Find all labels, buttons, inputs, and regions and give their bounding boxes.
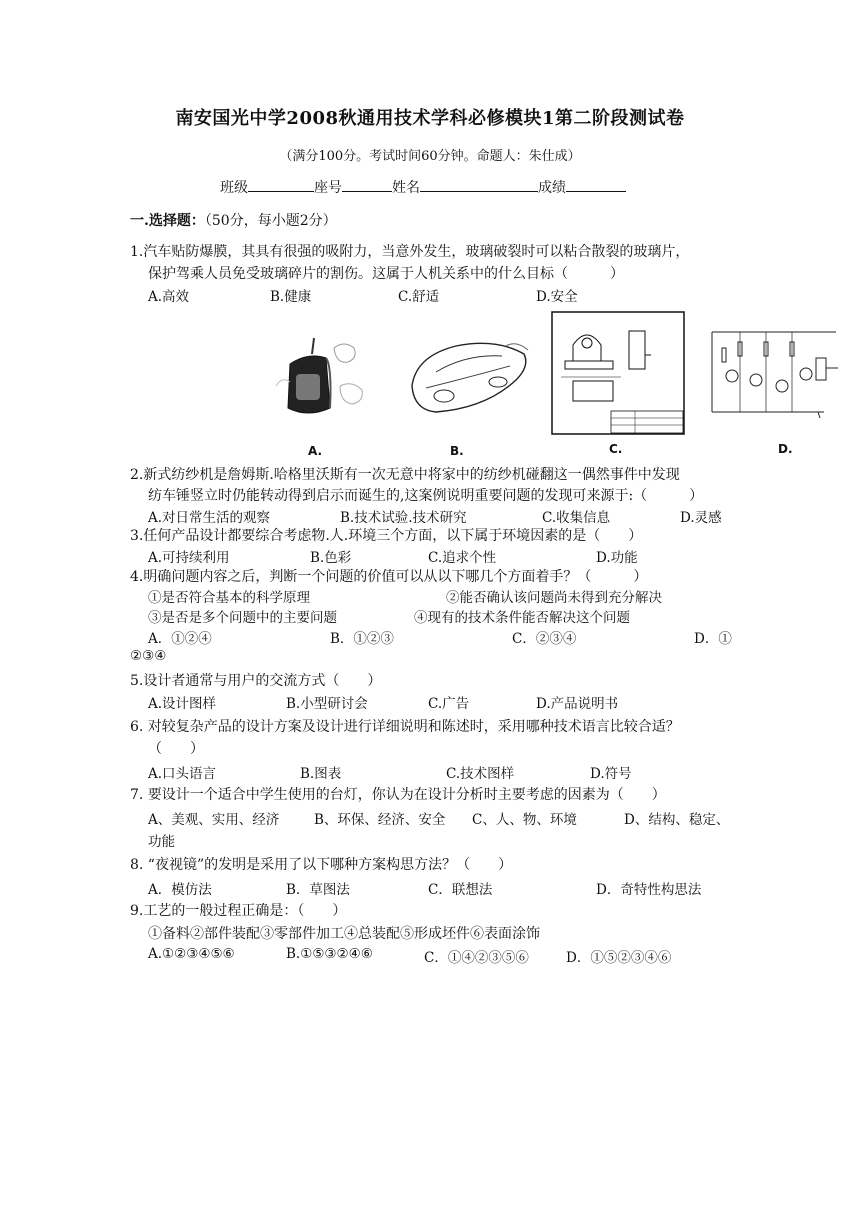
page-title: 南安国光中学2008秋通用技术学科必修模块1第二阶段测试卷: [175, 108, 685, 129]
q1-option-a[interactable]: A.高效: [148, 289, 190, 305]
q5-option-c[interactable]: C.广告: [428, 696, 470, 712]
q8-line1: 8. “夜视镜”的发明是采用了以下哪种方案构思方法？（ ）: [130, 857, 513, 873]
q6-option-b[interactable]: B.图表: [300, 766, 342, 782]
q4-option-c[interactable]: C．②③④: [512, 631, 577, 647]
q4-option-d-wrap: ②③④: [130, 648, 167, 664]
q6-option-c[interactable]: C.技术图样: [446, 766, 515, 782]
q1-line2: 保护驾乘人员免受玻璃碎片的割伤。这属于人机关系中的什么目标（ ）: [148, 266, 624, 282]
q1-option-c[interactable]: C.舒适: [398, 289, 440, 305]
q2-option-c[interactable]: C.收集信息: [542, 510, 611, 526]
section-title: 一.选择题：: [130, 213, 205, 229]
seat-blank[interactable]: [342, 177, 392, 192]
q6-option-d[interactable]: D.符号: [590, 766, 632, 782]
figure-d-circuit-diagram: [708, 328, 840, 420]
q5-option-a[interactable]: A.设计图样: [148, 696, 217, 712]
q7-option-b[interactable]: B、环保、经济、安全: [314, 812, 446, 828]
q7-option-d[interactable]: D、结构、稳定、: [624, 812, 730, 828]
q2-option-d[interactable]: D.灵感: [680, 510, 722, 526]
q4-option-d[interactable]: D．①: [694, 631, 732, 647]
figure-b-car-sketch: [406, 326, 536, 426]
q1-option-b[interactable]: B.健康: [270, 289, 312, 305]
q8-option-b[interactable]: B．草图法: [286, 882, 350, 898]
q2-line2: 纺车锤竖立时仍能转动得到启示而诞生的,这案例说明重要问题的发现可来源于:（ ）: [148, 488, 704, 504]
class-blank[interactable]: [248, 177, 314, 192]
q8-option-d[interactable]: D．奇特性构思法: [596, 882, 702, 898]
seat-label: 座号: [314, 180, 342, 196]
figure-a-product-sketch: [268, 326, 378, 436]
q7-line1: 7. 要设计一个适合中学生使用的台灯，你认为在设计分析时主要考虑的因素为（ ）: [130, 787, 666, 803]
exam-subtitle: （满分100分。考试时间60分钟。命题人：朱仕成）: [279, 149, 581, 164]
q3-line1: 3.任何产品设计都要综合考虑物.人.环境三个方面，以下属于环境因素的是（ ）: [130, 528, 643, 544]
q1-line1: 1.汽车贴防爆膜，其具有很强的吸附力，当意外发生，玻璃破裂时可以粘合散裂的玻璃片，: [130, 244, 690, 260]
q6-line1: 6. 对较复杂产品的设计方案及设计进行详细说明和陈述时，采用哪种技术语言比较合适？: [130, 719, 680, 735]
q6-option-a[interactable]: A.口头语言: [148, 766, 217, 782]
score-label: 成绩: [538, 180, 566, 196]
q9-option-c[interactable]: C．①④②③⑤⑥: [424, 950, 529, 966]
q9-option-d[interactable]: D．①⑤②③④⑥: [566, 950, 672, 966]
section-note: （50分，每小题2分）: [204, 213, 337, 229]
q1-option-d[interactable]: D.安全: [536, 289, 578, 305]
q3-option-a[interactable]: A.可持续利用: [148, 550, 230, 566]
q2-option-b[interactable]: B.技术试验.技术研究: [340, 510, 467, 526]
q7-option-c[interactable]: C、人、物、环境: [472, 812, 577, 828]
q4-line1: 4.明确问题内容之后，判断一个问题的价值可以从以下哪几个方面着手？（ ）: [130, 569, 648, 585]
class-label: 班级: [220, 180, 248, 196]
q3-option-d[interactable]: D.功能: [596, 550, 638, 566]
figure-label-a: A.: [308, 444, 323, 458]
q4-option-a[interactable]: A．①②④: [148, 631, 212, 647]
q9-option-b[interactable]: B.①⑤③②④⑥: [286, 946, 373, 962]
figure-label-b: B.: [450, 444, 464, 458]
q7-option-a[interactable]: A、美观、实用、经济: [148, 812, 280, 828]
q2-line1: 2.新式纺纱机是詹姆斯.哈格里沃斯有一次无意中将家中的纺纱机碰翻这一偶然事件中发现: [130, 467, 680, 483]
q8-option-c[interactable]: C．联想法: [428, 882, 493, 898]
q4-option-b[interactable]: B．①②③: [330, 631, 394, 647]
score-blank[interactable]: [566, 177, 626, 192]
q4-item-4: ④现有的技术条件能否解决这个问题: [414, 610, 630, 626]
name-blank[interactable]: [420, 177, 538, 192]
figure-label-d: D.: [778, 442, 793, 456]
q2-option-a[interactable]: A.对日常生活的观察: [148, 510, 271, 526]
q6-line2: （ ）: [148, 741, 204, 757]
q8-option-a[interactable]: A．模仿法: [148, 882, 212, 898]
q4-item-3: ③是否是多个问题中的主要问题: [148, 610, 337, 626]
figure-label-c: C.: [609, 442, 623, 456]
q7-option-d-wrap: 功能: [148, 834, 175, 850]
section-heading: [130, 210, 337, 230]
q5-line1: 5.设计者通常与用户的交流方式（ ）: [130, 673, 382, 689]
figure-c-technical-drawing: [551, 311, 685, 435]
q4-item-2: ②能否确认该问题尚未得到充分解决: [446, 590, 662, 606]
q3-option-b[interactable]: B.色彩: [310, 550, 352, 566]
q9-option-a[interactable]: A.①②③④⑤⑥: [148, 946, 235, 962]
name-label: 姓名: [392, 180, 420, 196]
q5-option-b[interactable]: B.小型研讨会: [286, 696, 368, 712]
q5-option-d[interactable]: D.产品说明书: [536, 696, 619, 712]
q4-item-1: ①是否符合基本的科学原理: [148, 590, 310, 606]
student-info-row: [220, 177, 626, 197]
q9-line2: ①备料②部件装配③零部件加工④总装配⑤形成坯件⑥表面涂饰: [148, 926, 540, 942]
q3-option-c[interactable]: C.追求个性: [428, 550, 497, 566]
q9-line1: 9.工艺的一般过程正确是：（ ）: [130, 903, 347, 919]
